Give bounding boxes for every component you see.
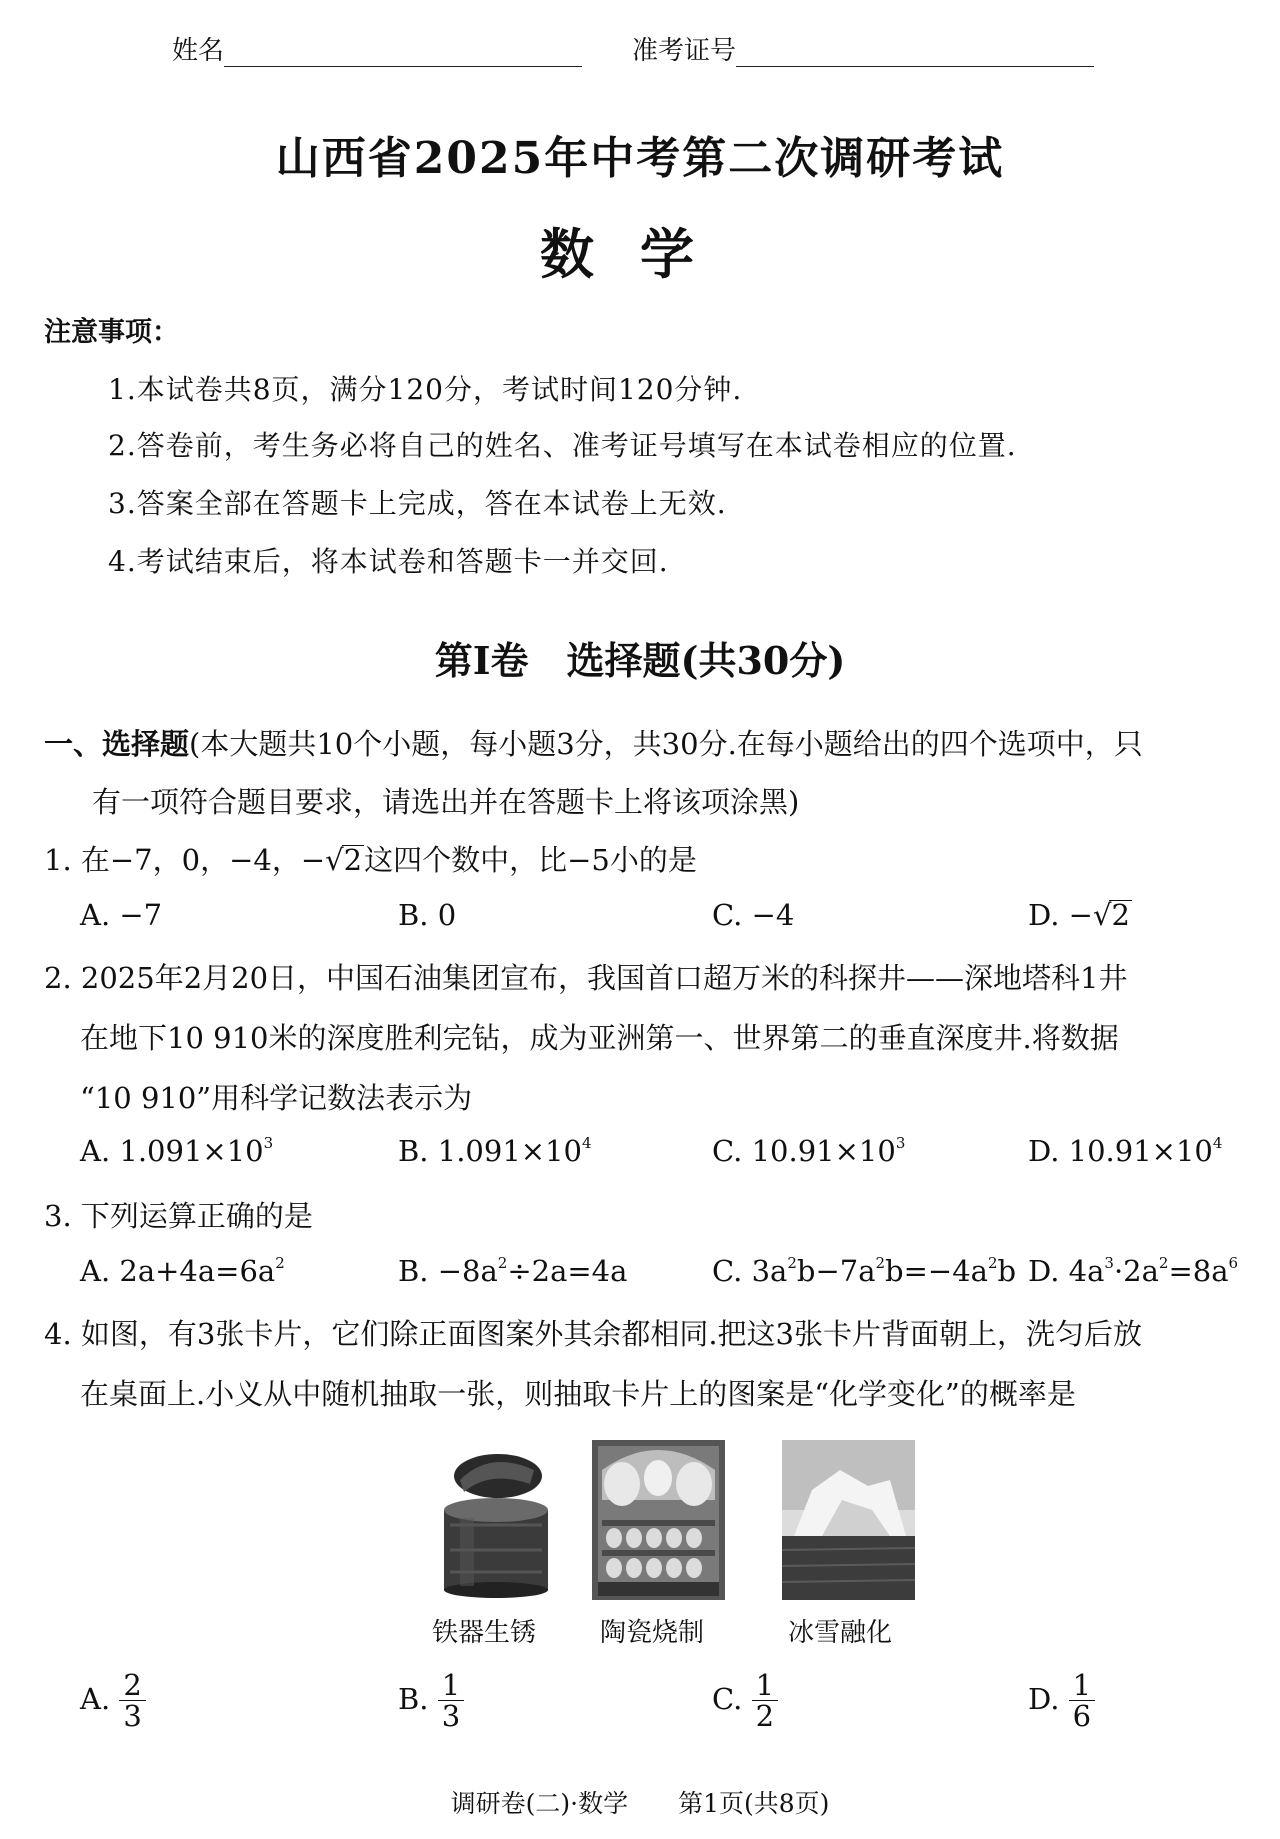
question-3-stem: 3. 下列运算正确的是 (44, 1199, 313, 1233)
q4-c-fraction (752, 1670, 778, 1732)
q1-neg-sign: − (300, 843, 326, 877)
q4-a-label: A. (80, 1681, 111, 1716)
q3-b-text: B. −8a (398, 1254, 498, 1288)
q1-stem-part: 1. 在−7，0，−4， (44, 843, 301, 877)
notice-item: 2.答卷前，考生务必将自己的姓名、准考证号填写在本试卷相应的位置. (108, 429, 1017, 462)
question-4-line2: 在桌面上.小义从中随机抽取一张，则抽取卡片上的图案是“化学变化”的概率是 (80, 1377, 1076, 1411)
q4-c-denominator: 2 (755, 1699, 775, 1734)
exam-id-field (632, 30, 1094, 67)
q3-a-exp: 2 (275, 1254, 285, 1272)
q2-b-base: B. 1.091×10 (398, 1134, 582, 1168)
q2-b-exp: 4 (581, 1134, 592, 1152)
q4-d-fraction (1069, 1670, 1095, 1732)
rusted-can-image (430, 1440, 563, 1600)
question-2-line3: “10 910”用科学记数法表示为 (80, 1081, 473, 1115)
q3-c-text: b−7a (796, 1254, 876, 1288)
notice-item: 1.本试卷共8页，满分120分，考试时间120分钟. (108, 373, 743, 406)
q3-option-d (1028, 1254, 1238, 1288)
q3-d-text: ·2a (1113, 1254, 1159, 1288)
q4-b-denominator: 3 (441, 1699, 461, 1734)
part-instructions (44, 722, 1143, 763)
q4-a-fraction (119, 1670, 145, 1732)
q2-option-c (712, 1134, 905, 1168)
q2-a-exp: 3 (263, 1134, 274, 1152)
q3-option-a (80, 1254, 285, 1288)
part-heading: 一、选择题 (44, 727, 190, 761)
q3-d-exp: 2 (1158, 1254, 1169, 1272)
part-instructions-line1: (本大题共10个小题，每小题3分，共30分.在每小题给出的四个选项中，只 (189, 727, 1143, 761)
q4-a-denominator: 3 (123, 1699, 142, 1734)
question-1-stem: 1. 在−7，0，−4，−√2这四个数中，比−5小的是 (44, 843, 697, 877)
q3-d-exp: 6 (1228, 1254, 1239, 1272)
q4-c-label: C. (712, 1681, 743, 1716)
q3-option-c (712, 1254, 1016, 1288)
q3-option-b (398, 1254, 627, 1288)
q3-d-text: =8a (1168, 1254, 1229, 1288)
card-label-ceramics: 陶瓷烧制 (600, 1618, 705, 1648)
q4-b-label: B. (398, 1681, 429, 1716)
exam-id-underline (736, 40, 1094, 67)
q3-c-exp: 2 (875, 1254, 886, 1272)
q3-c-exp: 2 (987, 1254, 998, 1272)
page-footer: 调研卷(二)·数学 第1页(共8页) (450, 1789, 830, 1818)
q2-c-base: C. 10.91×10 (712, 1134, 896, 1168)
question-2-line2: 在地下10 910米的深度胜利完钻，成为亚洲第一、世界第二的垂直深度井.将数据 (80, 1021, 1119, 1055)
q1-option-c: C. −4 (712, 898, 795, 932)
q4-b-numerator: 1 (438, 1670, 464, 1701)
notice-heading: 注意事项： (44, 317, 179, 348)
q2-a-base: A. 1.091×10 (80, 1134, 264, 1168)
q4-c-numerator: 1 (752, 1670, 778, 1701)
q2-d-exp: 4 (1212, 1134, 1223, 1152)
card-label-iceberg: 冰雪融化 (788, 1618, 893, 1648)
question-4-line1: 4. 如图，有3张卡片，它们除正面图案外其余都相同.把这3张卡片背面朝上，洗匀后放 (44, 1317, 1143, 1351)
name-underline (224, 40, 582, 67)
q1-option-b: B. 0 (398, 898, 457, 932)
q4-a-numerator: 2 (119, 1670, 145, 1701)
q1-sqrt-radicand: 2 (343, 843, 363, 877)
q1-d-radicand: 2 (1111, 898, 1130, 932)
q3-b-exp: 2 (497, 1254, 508, 1272)
subject-title: 数学 (540, 222, 740, 286)
exam-id-label: 准考证号 (632, 36, 737, 66)
q4-d-label: D. (1028, 1681, 1060, 1716)
q4-option-d (1028, 1670, 1095, 1732)
card-label-rust: 铁器生锈 (432, 1618, 537, 1648)
name-label: 姓名 (172, 36, 225, 66)
name-field (172, 30, 582, 67)
q1-option-a: A. −7 (80, 898, 163, 932)
notice-item: 3.答案全部在答题卡上完成，答在本试卷上无效. (108, 487, 727, 520)
q3-d-exp: 3 (1104, 1254, 1114, 1272)
q3-a-text: A. 2a+4a=6a (80, 1254, 276, 1288)
section-title: 第Ⅰ卷 选择题(共30分) (434, 638, 846, 683)
q3-d-text: D. 4a (1028, 1254, 1105, 1288)
q2-d-base: D. 10.91×10 (1028, 1134, 1213, 1168)
q1-option-d: D. −√2 (1028, 898, 1130, 932)
q4-d-numerator: 1 (1069, 1670, 1095, 1701)
q1-stem-part: 这四个数中，比−5小的是 (364, 843, 697, 877)
exam-title: 山西省2025年中考第二次调研考试 (275, 133, 1005, 184)
q2-option-a (80, 1134, 273, 1168)
q2-option-d (1028, 1134, 1222, 1168)
q4-option-a (80, 1670, 146, 1732)
iceberg-image (782, 1440, 915, 1600)
q2-option-b (398, 1134, 592, 1168)
notice-item: 4.考试结束后，将本试卷和答题卡一并交回. (108, 545, 669, 578)
q3-c-text: b=−4a (885, 1254, 988, 1288)
q3-c-text: C. 3a (712, 1254, 788, 1288)
q1-d-prefix: D. − (1028, 898, 1093, 932)
question-2-line1: 2. 2025年2月20日，中国石油集团宣布，我国首口超万米的科探井——深地塔科1井 (44, 961, 1128, 995)
part-instructions-line2: 有一项符合题目要求，请选出并在答题卡上将该项涂黑) (92, 785, 800, 819)
q2-c-exp: 3 (895, 1134, 906, 1152)
q4-option-c (712, 1670, 778, 1732)
ceramics-kiln-image (592, 1440, 725, 1600)
q4-d-denominator: 6 (1072, 1699, 1092, 1734)
q4-option-b (398, 1670, 464, 1732)
q3-c-text: b (997, 1254, 1017, 1288)
q3-b-text: ÷2a=4a (507, 1254, 628, 1288)
q4-b-fraction (438, 1670, 464, 1732)
q3-c-exp: 2 (787, 1254, 797, 1272)
